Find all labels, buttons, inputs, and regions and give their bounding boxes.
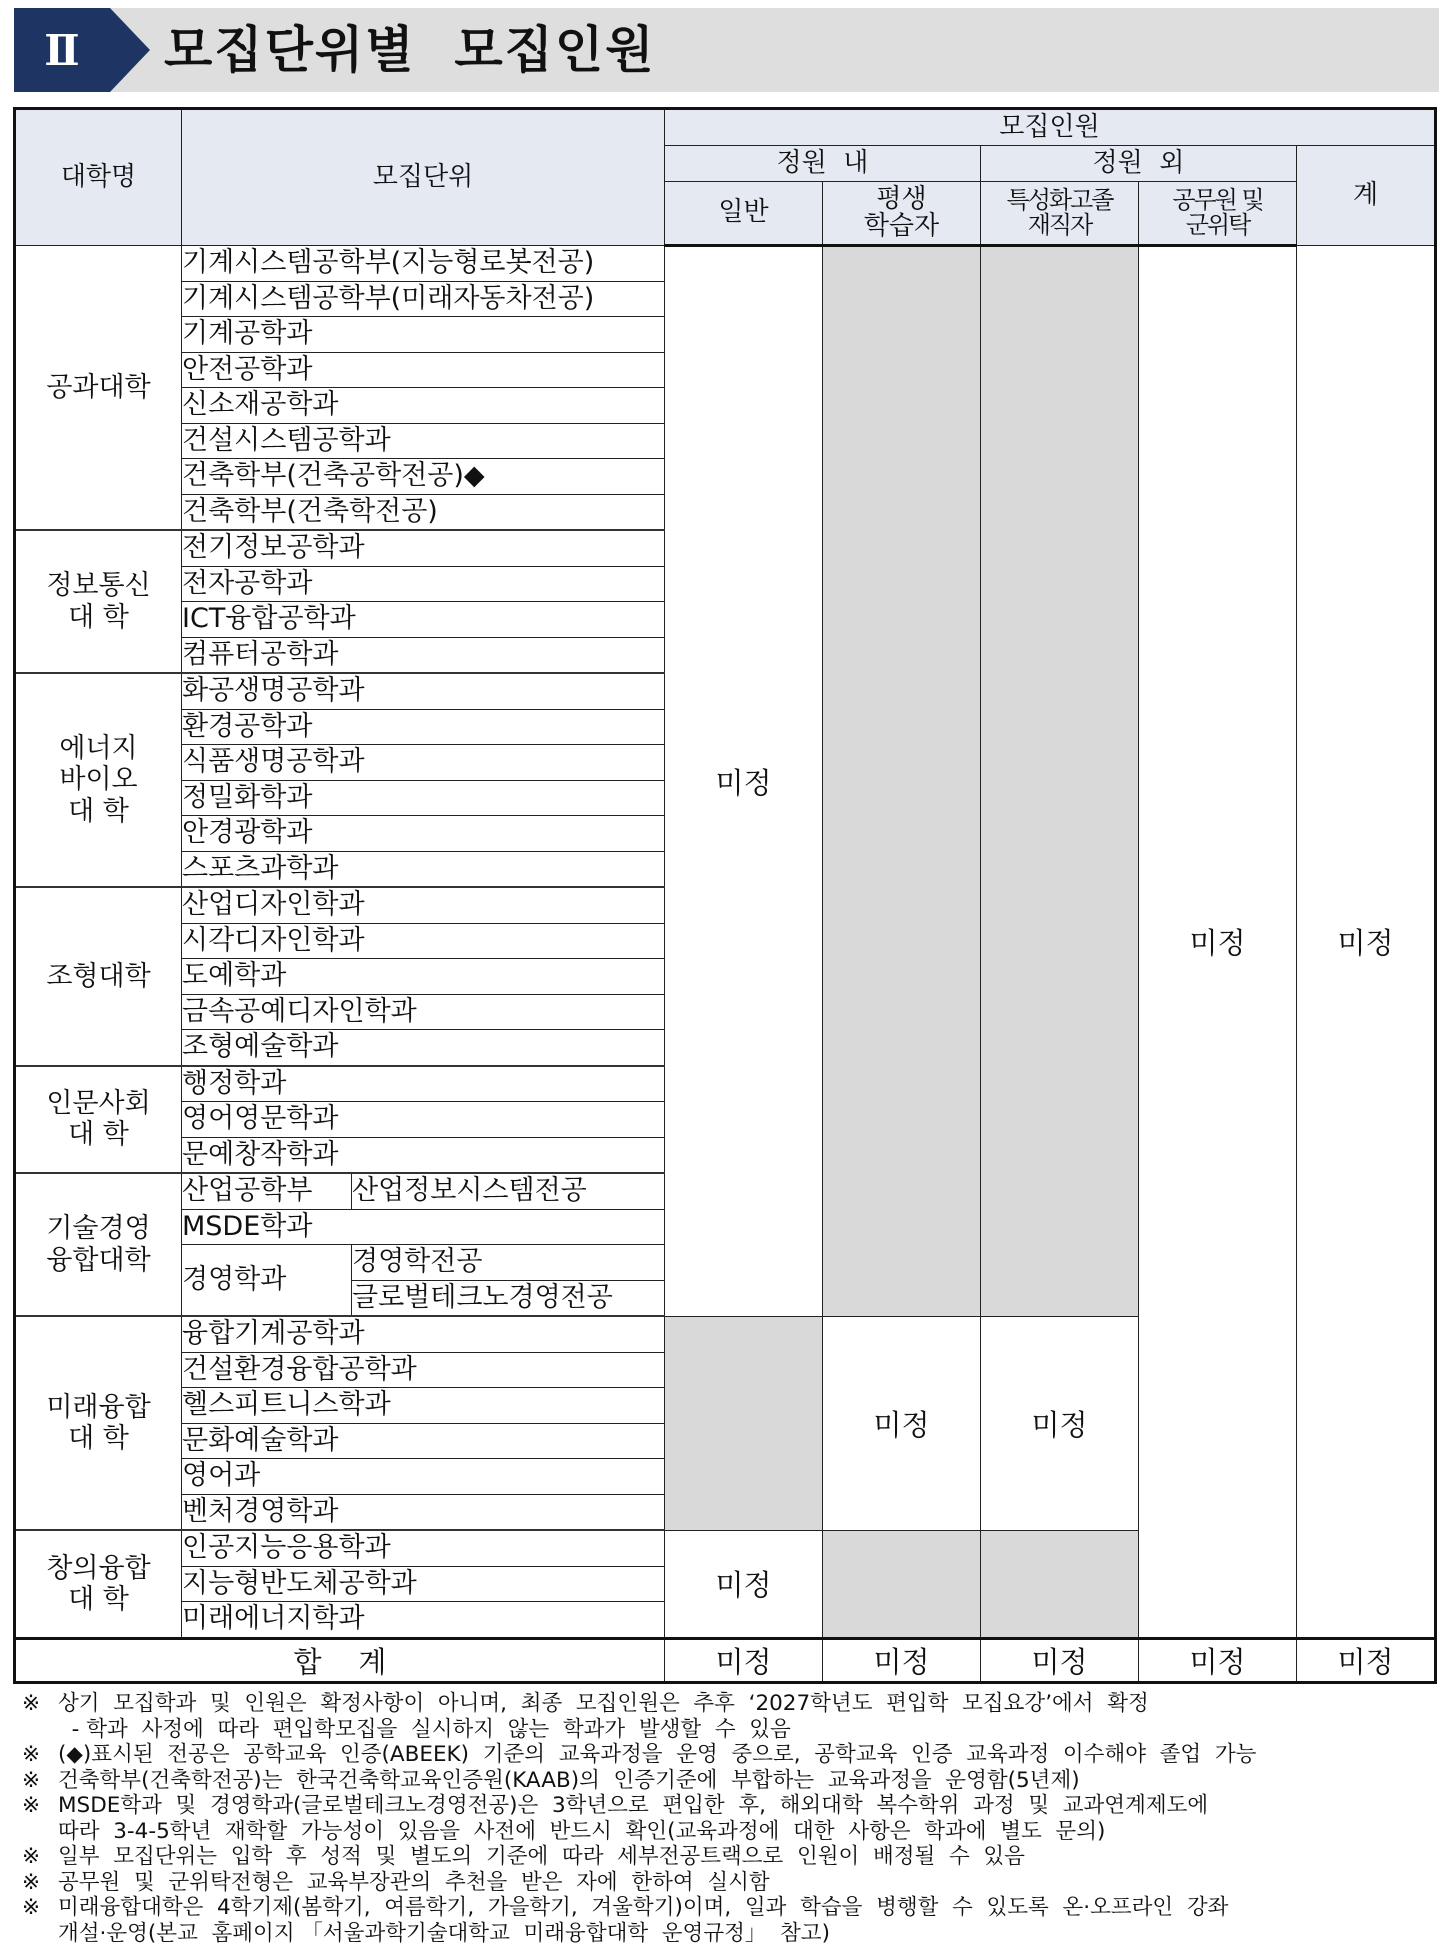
dept-name: 기계시스템공학부(지능형로봇전공): [182, 246, 665, 282]
dept-name: 문화예술학과: [182, 1423, 665, 1459]
dept-name: 안경광학과: [182, 816, 665, 852]
note-text: 상기 모집학과 및 인원은 확정사항이 아니며, 최종 모집인원은 추후 ‘2027학년도 편입학 모집요강’에서 확정: [58, 1691, 1149, 1716]
dept-name: 식품생명공학과: [182, 745, 665, 781]
note-item: [22, 1717, 1434, 1743]
special-school-value: 미정: [981, 1316, 1139, 1530]
dept-name: 조형예술학과: [182, 1030, 665, 1066]
note-text: MSDE학과 및 경영학과(글로벌테크노경영전공)은 3학년으로 편입한 후, 해외대학 복수학위 과정 및 교과연계제도에: [58, 1793, 1209, 1818]
note-text: (◆)표시된 전공은 공학교육 인증(ABEEK) 기준의 교육과정을 운영 중으로, 공학교육 인증 교육과정 이수해야 졸업 가능: [58, 1742, 1257, 1767]
header-within-quota: 정원 내: [665, 146, 981, 182]
header-college: 대학명: [15, 109, 182, 246]
total-lifelong: 미정: [823, 1638, 981, 1682]
lifelong-value: 미정: [823, 1316, 981, 1530]
total-value: 미정: [1297, 246, 1436, 1639]
header-outside-quota: 정원 외: [981, 146, 1297, 182]
note-mark: [22, 1921, 58, 1947]
note-text: 따라 3-4-5학년 재학할 가능성이 있음을 사전에 반드시 확인(교육과정에 대한 사항은 학과에 별도 문의): [58, 1818, 1106, 1844]
section-title: 모집단위별 모집인원: [164, 21, 656, 79]
note-item: [22, 1844, 1434, 1870]
note-text: 일부 모집단위는 입학 후 성적 및 별도의 기준에 따라 세부전공트랙으로 인원이 배정될 수 있음: [58, 1844, 1025, 1869]
header-special-school: 특성화고졸 재직자: [981, 182, 1139, 246]
note-mark: ※: [22, 1869, 41, 1895]
note-item: [22, 1691, 1434, 1717]
college-design: 조형대학: [15, 887, 182, 1066]
dept-name: 벤처경영학과: [182, 1494, 665, 1530]
college-energy-bio: 에너지 바이오 대 학: [15, 673, 182, 887]
dept-name: 컴퓨터공학과: [182, 637, 665, 673]
dept-name: 시각디자인학과: [182, 923, 665, 959]
note-text: 개설·운영(본교 홈페이지 「서울과학기술대학교 미래융합대학 운영규정」 참고): [58, 1920, 830, 1946]
note-text: - 학과 사정에 따라 편입학모집을 실시하지 않는 학과가 발생할 수 있음: [58, 1716, 791, 1742]
note-mark: ※: [22, 1742, 41, 1767]
total-special-school: 미정: [981, 1638, 1139, 1682]
general-value: 미정: [665, 246, 823, 1317]
note-item: [22, 1768, 1434, 1794]
major-name: 글로벌테크노경영전공: [352, 1280, 665, 1316]
civil-military-value: 미정: [1139, 246, 1297, 1639]
header-total: 계: [1297, 146, 1436, 246]
dept-name: 융합기계공학과: [182, 1316, 665, 1352]
college-humanities: 인문사회 대 학: [15, 1066, 182, 1174]
dept-name: 헬스피트니스학과: [182, 1388, 665, 1424]
header-recruit: 모집인원: [665, 109, 1436, 146]
dept-name: 지능형반도체공학과: [182, 1566, 665, 1602]
total-general: 미정: [665, 1638, 823, 1682]
dept-name: 화공생명공학과: [182, 673, 665, 709]
header-general: 일반: [665, 182, 823, 246]
note-text: 건축학부(건축학전공)는 한국건축학교육인증원(KAAB)의 인증기준에 부합하는 교육과정을 운영함(5년제): [58, 1767, 1080, 1793]
dept-name: 영어영문학과: [182, 1102, 665, 1138]
dept-name: 건설시스템공학과: [182, 423, 665, 459]
dept-name: 문예창작학과: [182, 1137, 665, 1173]
dept-name: 정밀화학과: [182, 780, 665, 816]
general-not-applicable: [665, 1316, 823, 1530]
dept-name: 미래에너지학과: [182, 1602, 665, 1639]
section-number: Ⅱ: [14, 8, 110, 92]
dept-name: 산업공학부: [182, 1173, 352, 1209]
total-row-label: 합 계: [15, 1638, 665, 1682]
dept-name: MSDE학과: [182, 1209, 665, 1245]
dept-name: 안전공학과: [182, 352, 665, 388]
dept-name: 영어과: [182, 1459, 665, 1495]
note-mark: ※: [22, 1844, 41, 1869]
dept-name: 스포츠과학과: [182, 851, 665, 887]
dept-name: 건축학부(건축공학전공)◆: [182, 459, 665, 495]
dept-name: 행정학과: [182, 1066, 665, 1102]
dept-name: 신소재공학과: [182, 388, 665, 424]
special-school-not-applicable: [981, 246, 1139, 1317]
dept-name: 전자공학과: [182, 566, 665, 602]
note-item: [22, 1921, 1434, 1947]
dept-name: 인공지능응용학과: [182, 1530, 665, 1566]
college-tech-management: 기술경영 융합대학: [15, 1173, 182, 1316]
header-lifelong: 평생 학습자: [823, 182, 981, 246]
dept-name: 금속공예디자인학과: [182, 994, 665, 1030]
dept-name: 건설환경융합공학과: [182, 1352, 665, 1388]
total-total: 미정: [1297, 1638, 1436, 1682]
college-engineering: 공과대학: [15, 246, 182, 531]
header-civil-military: 공무원 및 군위탁: [1139, 182, 1297, 246]
recruitment-table: [13, 107, 1437, 1684]
note-item: [22, 1870, 1434, 1896]
dept-name: 건축학부(건축학전공): [182, 494, 665, 530]
notes: [22, 1691, 1434, 1946]
special-school-not-applicable: [981, 1530, 1139, 1638]
note-item: [22, 1819, 1434, 1845]
section-arrow-icon: [110, 8, 150, 92]
section-header: [14, 8, 1439, 92]
college-creative-convergence: 창의융합 대 학: [15, 1530, 182, 1638]
major-name: 경영학전공: [352, 1245, 665, 1281]
dept-name: 전기정보공학과: [182, 530, 665, 566]
note-mark: [22, 1819, 58, 1845]
dept-name: ICT융합공학과: [182, 602, 665, 638]
header-unit: 모집단위: [182, 109, 665, 246]
college-ict: 정보통신 대 학: [15, 530, 182, 673]
note-item: [22, 1793, 1434, 1819]
general-value: 미정: [665, 1530, 823, 1638]
dept-name: 환경공학과: [182, 709, 665, 745]
total-civil-military: 미정: [1139, 1638, 1297, 1682]
lifelong-not-applicable: [823, 1530, 981, 1638]
dept-name: 경영학과: [182, 1245, 352, 1317]
note-mark: ※: [22, 1895, 41, 1920]
dept-name: 기계시스템공학부(미래자동차전공): [182, 281, 665, 317]
major-name: 산업정보시스템전공: [352, 1173, 665, 1209]
dept-name: 도예학과: [182, 959, 665, 995]
note-mark: ※: [22, 1793, 41, 1818]
note-mark: [22, 1717, 58, 1743]
note-item: [22, 1895, 1434, 1921]
note-text: 공무원 및 군위탁전형은 교육부장관의 추천을 받은 자에 한하여 실시함: [58, 1869, 770, 1895]
note-text: 미래융합대학은 4학기제(봄학기, 여름학기, 가을학기, 겨울학기)이며, 일과 학습을 병행할 수 있도록 온·오프라인 강좌: [58, 1895, 1229, 1920]
dept-name: 산업디자인학과: [182, 887, 665, 923]
note-mark: ※: [22, 1691, 41, 1716]
note-mark: ※: [22, 1767, 41, 1793]
lifelong-not-applicable: [823, 246, 981, 1317]
college-future-convergence: 미래융합 대 학: [15, 1316, 182, 1530]
note-item: [22, 1742, 1434, 1768]
dept-name: 기계공학과: [182, 317, 665, 353]
